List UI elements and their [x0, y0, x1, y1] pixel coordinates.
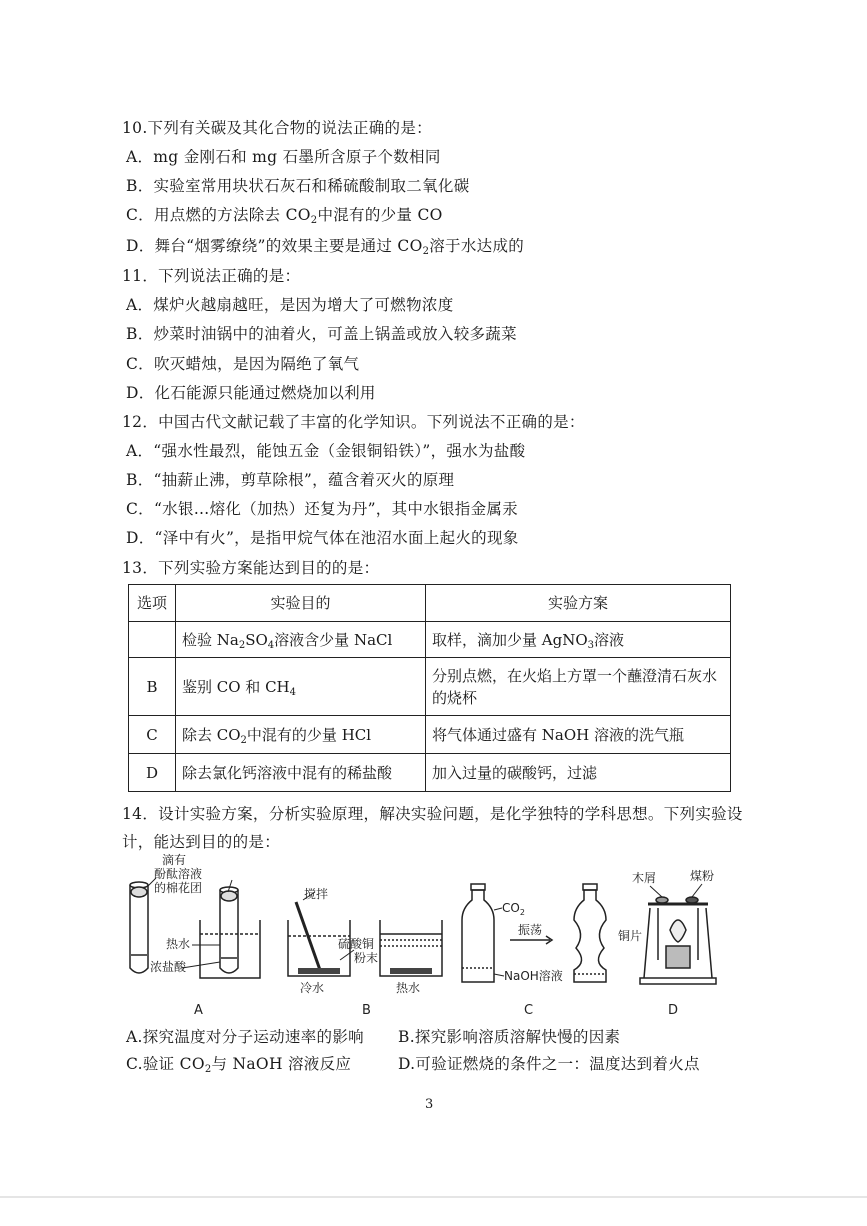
q11-option-d: D．化石能源只能通过燃烧加以利用: [126, 384, 376, 402]
table-header-row: [129, 585, 731, 622]
row-goal: 除去 $CO_2$中混有的少量 HCl: [176, 716, 426, 754]
q13-table: [128, 584, 731, 792]
q12-option-c: C．“水银…熔化（加热）还复为丹”，其中水银指金属汞: [126, 500, 519, 518]
q12-option-a: A．“强水性最烈，能蚀五金（金银铜铅铁）”，强水为盐酸: [126, 442, 526, 460]
fig-b-label-5: 热水: [396, 981, 421, 995]
fig-b-label-3: 粉末: [354, 951, 379, 965]
row-goal: 鉴别 CO 和 $CH_4$: [176, 658, 426, 716]
fig-b-label-2: 硫酸铜: [338, 937, 375, 951]
header-option: 选项: [129, 585, 176, 622]
row-option: B: [129, 658, 176, 716]
header-goal: 实验目的: [176, 585, 426, 622]
fig-c-label-2: 振荡: [518, 923, 543, 937]
row-option: [129, 622, 176, 658]
fig-b-tag: B: [362, 1003, 371, 1018]
q11-option-b: B．炒菜时油锅中的油着火，可盖上锅盖或放入较多蔬菜: [126, 325, 517, 343]
q11-option-c: C．吹灭蜡烛，是因为隔绝了氧气: [126, 355, 360, 373]
header-plan: 实验方案: [426, 585, 731, 622]
fig-a-label-4: 热水: [166, 937, 191, 951]
q11-option-a: A．煤炉火越扇越旺，是因为增大了可燃物浓度: [126, 296, 454, 314]
fig-b-label-4: 冷水: [300, 981, 325, 995]
q14-option-d: D.可验证燃烧的条件之一：温度达到着火点: [398, 1055, 700, 1073]
table-row: [129, 716, 731, 754]
q10-option-b: B．实验室常用块状石灰石和稀硫酸制取二氧化碳: [126, 177, 470, 195]
q10-option-a: A．mg 金刚石和 mg 石墨所含原子个数相同: [126, 148, 441, 166]
row-option: C: [129, 716, 176, 754]
q12-option-d: D．“泽中有火”，是指甲烷气体在池沼水面上起火的现象: [126, 529, 519, 547]
q14-experiment-figures: [110, 850, 750, 1020]
figure-d-apparatus: [640, 884, 716, 984]
q10-stem: 10.下列有关碳及其化合物的说法正确的是：: [122, 119, 432, 137]
page-number: 3: [425, 1097, 434, 1112]
fig-c-tag: C: [524, 1003, 534, 1018]
table-row: [129, 658, 731, 716]
row-goal: 除去氯化钙溶液中混有的稀盐酸: [176, 754, 426, 792]
fig-d-label-1: 木屑: [632, 871, 657, 885]
fig-a-label-5: 浓盐酸: [150, 960, 187, 974]
row-plan: 将气体通过盛有 NaOH 溶液的洗气瓶: [426, 716, 731, 754]
fig-d-label-3: 铜片: [618, 929, 643, 943]
row-plan: 分别点燃，在火焰上方罩一个蘸澄清石灰水的烧杯: [426, 658, 731, 716]
bottom-divider: [0, 1196, 867, 1198]
q11-stem: 11．下列说法正确的是：: [122, 267, 301, 285]
q14-option-a: A.探究温度对分子运动速率的影响: [126, 1028, 364, 1046]
fig-d-label-2: 煤粉: [690, 869, 715, 883]
q13-stem: 13．下列实验方案能达到目的的是：: [122, 559, 380, 577]
q14-option-b: B.探究影响溶质溶解快慢的因素: [398, 1028, 621, 1046]
row-goal: 检验 $Na_2SO_4$溶液含少量 NaCl: [176, 622, 426, 658]
q10-option-d: D．舞台“烟雾缭绕”的效果主要是通过 $CO_2$溶于水达成的: [126, 237, 525, 257]
row-plan: 加入过量的碳酸钙，过滤: [426, 754, 731, 792]
fig-b-label-1: 搅拌: [304, 887, 329, 901]
fig-c-label-3: NaOH溶液: [504, 969, 563, 983]
q14-stem-line2: 计，能达到目的的是：: [122, 833, 281, 851]
fig-c-label-1: $CO_2$: [502, 901, 525, 917]
fig-a-tag: A: [194, 1003, 203, 1018]
q14-stem-line1: 14．设计实验方案，分析实验原理，解决实验问题，是化学独特的学科思想。下列实验设: [122, 805, 743, 823]
fig-a-label-3: 的棉花团: [154, 881, 203, 895]
fig-d-tag: D: [668, 1003, 679, 1018]
q12-option-b: B．“抽薪止沸，剪草除根”，蕴含着灭火的原理: [126, 471, 455, 489]
table-row: [129, 754, 731, 792]
fig-a-label-2: 酚酞溶液: [154, 867, 203, 881]
table-row: [129, 622, 731, 658]
q14-option-c: C.验证 $CO_2$与 NaOH 溶液反应: [126, 1055, 352, 1075]
row-plan: 取样，滴加少量 AgNO$_3$溶液: [426, 622, 731, 658]
fig-a-label-1: 滴有: [162, 853, 187, 867]
q12-stem: 12．中国古代文献记载了丰富的化学知识。下列说法不正确的是：: [122, 413, 585, 431]
row-option: D: [129, 754, 176, 792]
q10-option-c: C．用点燃的方法除去 $CO_2$中混有的少量 CO: [126, 206, 443, 226]
